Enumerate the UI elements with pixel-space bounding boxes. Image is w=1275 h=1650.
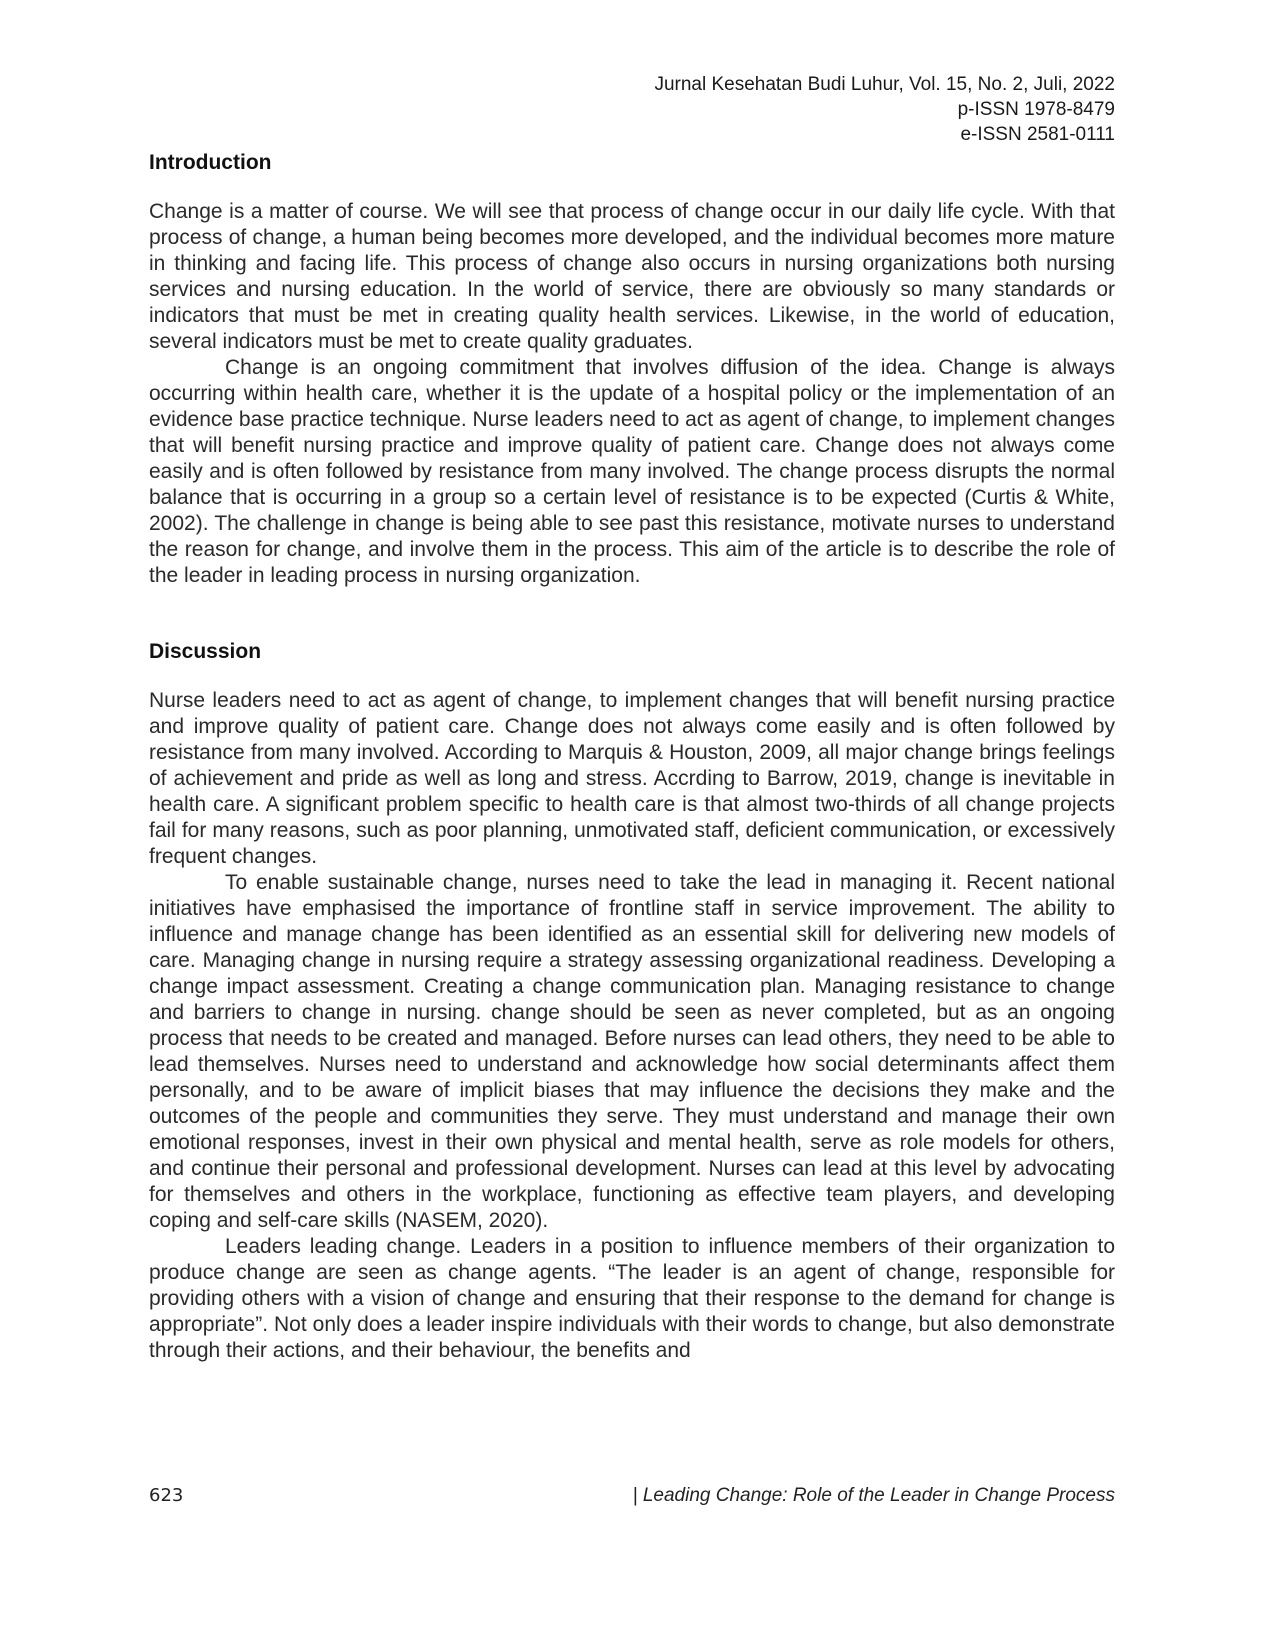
journal-header — [415, 72, 1115, 147]
discussion-heading: Discussion — [149, 640, 262, 663]
introduction-paragraph-2: Change is an ongoing commitment that involves diffusion of the idea. Change is always occurring within health care, whether it is the update of a hospital policy or the implementation of an evidence base practice technique. Nurse leaders need to act as agent of change, to implement changes that will benefit nursing practice and improve quality of patient care. Change does not always come easily and is often followed by resistance from many involved. The change process disrupts the normal balance that is occurring in a group so a certain level of resistance is to be expected (Curtis & White, 2002). The challenge in change is being able to see past this resistance, motivate nurses to understand the reason for change, and involve them in the process. This aim of the article is to describe the role of the leader in leading process in nursing organization. — [149, 356, 1115, 587]
print-issn: p-ISSN 1978-8479 — [957, 99, 1115, 120]
page-number: 623 — [149, 1485, 184, 1506]
article-body — [149, 150, 1115, 1364]
discussion-paragraph-2: To enable sustainable change, nurses need to take the lead in managing it. Recent national initiatives have emphasised the importance of frontline staff in service improvement. The ability to influence and manage change has been identified as an essential skill for delivering new models of care. Managing change in nursing require a strategy assessing organizational readiness. Developing a change impact assessment. Creating a change communication plan. Managing resistance to change and barriers to change in nursing. change should be seen as never completed, but as an ongoing process that needs to be created and managed. Before nurses can lead others, they need to be able to lead themselves. Nurses need to understand and acknowledge how social determinants affect them personally, and to be aware of implicit biases that may influence the decisions they make and the outcomes of the people and communities they serve. They must understand and manage their own emotional responses, invest in their own physical and mental health, serve as role models for others, and continue their personal and professional development. Nurses can lead at this level by advocating for themselves and others in the workplace, functioning as effective team players, and developing coping and self-care skills (NASEM, 2020). — [149, 871, 1115, 1232]
electronic-issn: e-ISSN 2581-0111 — [960, 124, 1115, 145]
journal-citation: Jurnal Kesehatan Budi Luhur, Vol. 15, No. 2, Juli, 2022 — [654, 74, 1115, 95]
discussion-paragraph-3: Leaders leading change. Leaders in a position to influence members of their organization to produce change are seen as change agents. “The leader is an agent of change, responsible for providing others with a vision of change and ensuring that their response to the demand for change is appropriate”. Not only does a leader inspire individuals with their words to change, but also demonstrate through their actions, and their behaviour, the benefits and — [149, 1235, 1115, 1362]
introduction-paragraph-1: Change is a matter of course. We will see that process of change occur in our daily life cycle. With that process of change, a human being becomes more developed, and the individual becomes more mature in thinking and facing life. This process of change also occurs in nursing organizations both nursing services and nursing education. In the world of service, there are obviously so many standards or indicators that must be met in creating quality health services. Likewise, in the world of education, several indicators must be met to create quality graduates. — [149, 200, 1115, 353]
discussion-paragraph-1: Nurse leaders need to act as agent of change, to implement changes that will benefit nursing practice and improve quality of patient care. Change does not always come easily and is often followed by resistance from many involved. According to Marquis & Houston, 2009, all major change brings feelings of achievement and pride as well as long and stress. Accrding to Barrow, 2019, change is inevitable in health care. A significant problem specific to health care is that almost two-thirds of all change projects fail for many reasons, such as poor planning, unmotivated staff, deficient communication, or excessively frequent changes. — [149, 689, 1115, 868]
running-title: | Leading Change: Role of the Leader in Change Process — [632, 1485, 1115, 1506]
introduction-heading: Introduction — [149, 151, 272, 174]
